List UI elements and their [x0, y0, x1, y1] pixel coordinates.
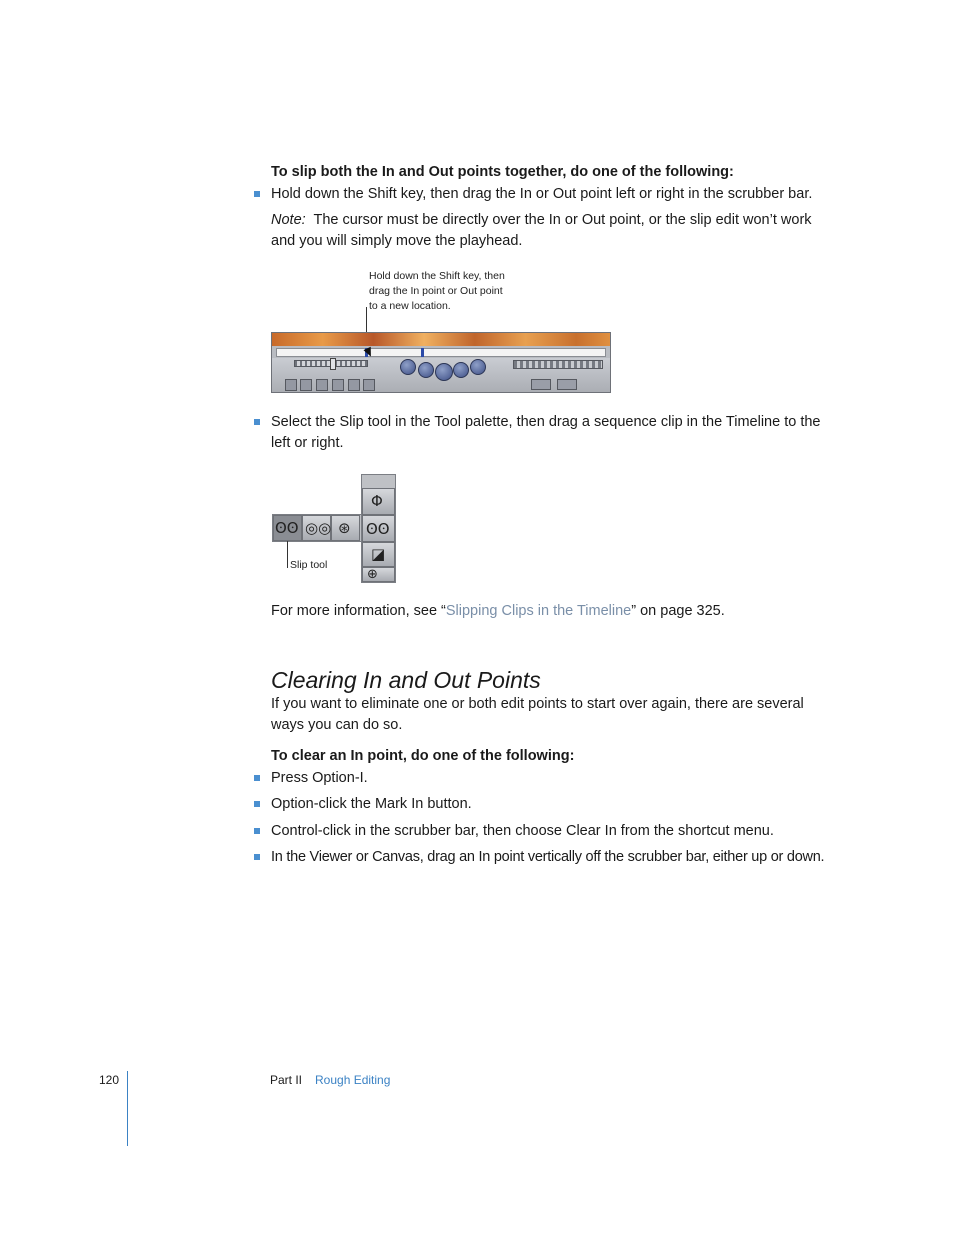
shuttle-slider-handle[interactable]: [330, 358, 336, 370]
jog-control[interactable]: [513, 360, 603, 369]
bullet-marker: [254, 828, 260, 834]
selected-slip-tool-button[interactable]: [362, 515, 395, 542]
zoom-tool-button[interactable]: [362, 567, 395, 582]
slip-tool-caption: Slip tool: [290, 559, 328, 571]
bullet-marker: [254, 775, 260, 781]
play-around-current-button[interactable]: [453, 362, 469, 378]
more-info-suffix: ” on page 325.: [631, 603, 725, 619]
mark-in-button[interactable]: [332, 379, 344, 391]
slip-tool-button[interactable]: [273, 515, 302, 541]
callout-line-3: to a new location.: [369, 300, 451, 312]
more-info-paragraph: [271, 601, 725, 622]
list-item: Control-click in the scrubber bar, then choose Clear In from the shortcut menu.: [271, 823, 774, 839]
page-number: 120: [99, 1073, 120, 1087]
bullet-marker: [254, 801, 260, 807]
scrubber-callout: [369, 269, 505, 314]
mark-clip-button[interactable]: [363, 379, 375, 391]
section-heading: Clearing In and Out Points: [271, 667, 541, 693]
note-text: The cursor must be directly over the In or Out point, or the slip edit won’t work and you will simply move the playhead.: [271, 212, 812, 249]
time-remap-tool-icon: ⊛: [338, 519, 351, 537]
more-info-prefix: For more information, see “: [271, 603, 446, 619]
list-item: Press Option-I.: [271, 770, 368, 786]
bullet-marker: [254, 854, 260, 860]
razor-tool-button[interactable]: [362, 542, 395, 567]
slip-caption-leader: [287, 541, 288, 568]
viewer-scrubber-screenshot: [271, 332, 611, 393]
bullet-shift-drag: Hold down the Shift key, then drag the In or Out point left or right in the scrubber bar.: [271, 186, 813, 202]
slipping-clips-link[interactable]: Slipping Clips in the Timeline: [445, 603, 632, 619]
generator-popup[interactable]: [557, 379, 577, 390]
bullet-slip-tool: Select the Slip tool in the Tool palette, then drag a sequence clip in the Timeline to the left or right.: [271, 414, 821, 451]
list-item: Option-click the Mark In button.: [271, 796, 472, 812]
viewer-video-frame: [272, 333, 610, 346]
slip-tool-icon: ʘʘ: [275, 519, 299, 537]
section-intro: If you want to eliminate one or both edit points to start over again, there are several ways you can do so.: [271, 696, 804, 733]
slide-tool-button[interactable]: [302, 515, 331, 541]
footer-part: Part II: [270, 1073, 303, 1087]
note-label: Note:: [271, 212, 306, 228]
next-edit-button[interactable]: [470, 359, 486, 375]
play-in-to-out-button[interactable]: [418, 362, 434, 378]
note-paragraph: [271, 210, 819, 252]
insert-button[interactable]: [285, 379, 297, 391]
out-point-marker[interactable]: [421, 348, 424, 357]
slip-tool-icon-column: ʘʘ: [366, 520, 390, 538]
list-item: In the Viewer or Canvas, drag an In point vertically off the scrubber bar, either up or down.: [271, 849, 825, 865]
callout-line-2: drag the In point or Out point: [369, 285, 503, 297]
replace-button[interactable]: [316, 379, 328, 391]
previous-edit-button[interactable]: [400, 359, 416, 375]
mark-out-button[interactable]: [348, 379, 360, 391]
recent-clips-popup[interactable]: [531, 379, 551, 390]
razor-tool-icon: ◪: [371, 545, 386, 563]
clear-in-lead: To clear an In point, do one of the following:: [271, 748, 575, 764]
slip-instructions-lead: To slip both the In and Out points together, do one of the following:: [271, 164, 734, 180]
roll-tool-icon: Φ: [371, 492, 383, 510]
footer-rule: [127, 1071, 128, 1146]
roll-tool-button[interactable]: [362, 488, 395, 515]
zoom-tool-icon: ⊕: [367, 567, 378, 582]
time-remap-tool-button[interactable]: [331, 515, 360, 541]
bullet-marker: [254, 419, 260, 425]
bullet-marker: [254, 191, 260, 197]
scrubber-bar[interactable]: [276, 348, 606, 357]
footer-chapter: Rough Editing: [315, 1073, 391, 1087]
play-button[interactable]: [435, 363, 453, 381]
overwrite-button[interactable]: [300, 379, 312, 391]
callout-line-1: Hold down the Shift key, then: [369, 270, 505, 282]
slide-tool-icon: ◎◎: [305, 519, 332, 537]
